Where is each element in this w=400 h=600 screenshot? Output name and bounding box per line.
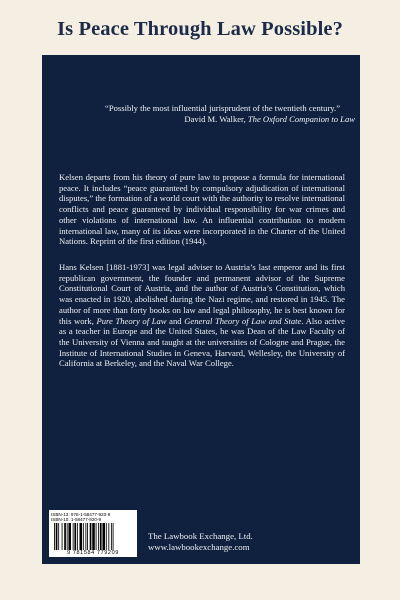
quote-author: David M. Walker, xyxy=(184,114,248,124)
quote-attribution xyxy=(105,114,355,125)
cover-text-panel xyxy=(42,55,360,564)
isbn-13: ISBN-13: 978-1-58477-920-9 xyxy=(51,512,111,517)
blurb-quote xyxy=(105,103,355,125)
isbn-10: ISBN-10: 1-58477-920-9 xyxy=(51,517,102,522)
bio-text-1: Hans Kelsen [1881-1973] was legal adviser to Austria’s last emperor and its first republican government, the founder and permanent advisor of the Supreme Constitutional Court of Austria, and the author of Austria’s Constitution, which was enacted in 1920, abolished during the Nazi regime, and restored in 1945. The author of more than forty books on law and legal philosophy, he is best known for this work, xyxy=(59,262,345,326)
publisher-url: www.lawbookexchange.com xyxy=(148,542,250,552)
book-description: Kelsen departs from his theory of pure law to propose a formula for international peace. It includes “peace guaranteed by compulsory adjudication of international disputes,” the formation of a world court with the authority to resolve international conflicts and peace guaranteed by individual responsibility for war crimes and other violations of international law. An influential contribution to modern international law, many of its ideas were incorporated in the Charter of the United Nations. Reprint of the first edition (1944). xyxy=(59,172,345,247)
publisher-name: The Lawbook Exchange, Ltd. xyxy=(148,531,253,541)
quote-text: “Possibly the most influential jurisprudent of the twentieth century.” xyxy=(105,103,341,113)
bio-title-pure-theory: Pure Theory of Law xyxy=(96,315,167,326)
publisher-info xyxy=(148,531,348,553)
bio-title-general-theory: General Theory of Law and State xyxy=(184,315,302,326)
book-title: Is Peace Through Law Possible? xyxy=(57,18,343,40)
bio-text-2: and xyxy=(166,315,185,326)
bio-text-3: . Also active as a teacher in Europe and the United States, he was Dean of the Law Faculty of the University of Vienna and taught at the universities of Cologne and Prague, the Institute of International Studies in Geneva, Harvard, Wellesley, the University of California at Berkeley, and the Naval War College. xyxy=(59,315,345,369)
author-biography xyxy=(59,262,345,369)
barcode-label xyxy=(49,510,137,557)
barcode-icon xyxy=(53,523,133,550)
quote-source: The Oxford Companion to Law xyxy=(247,114,355,124)
barcode-number: 9 781584 779209 xyxy=(67,550,119,556)
